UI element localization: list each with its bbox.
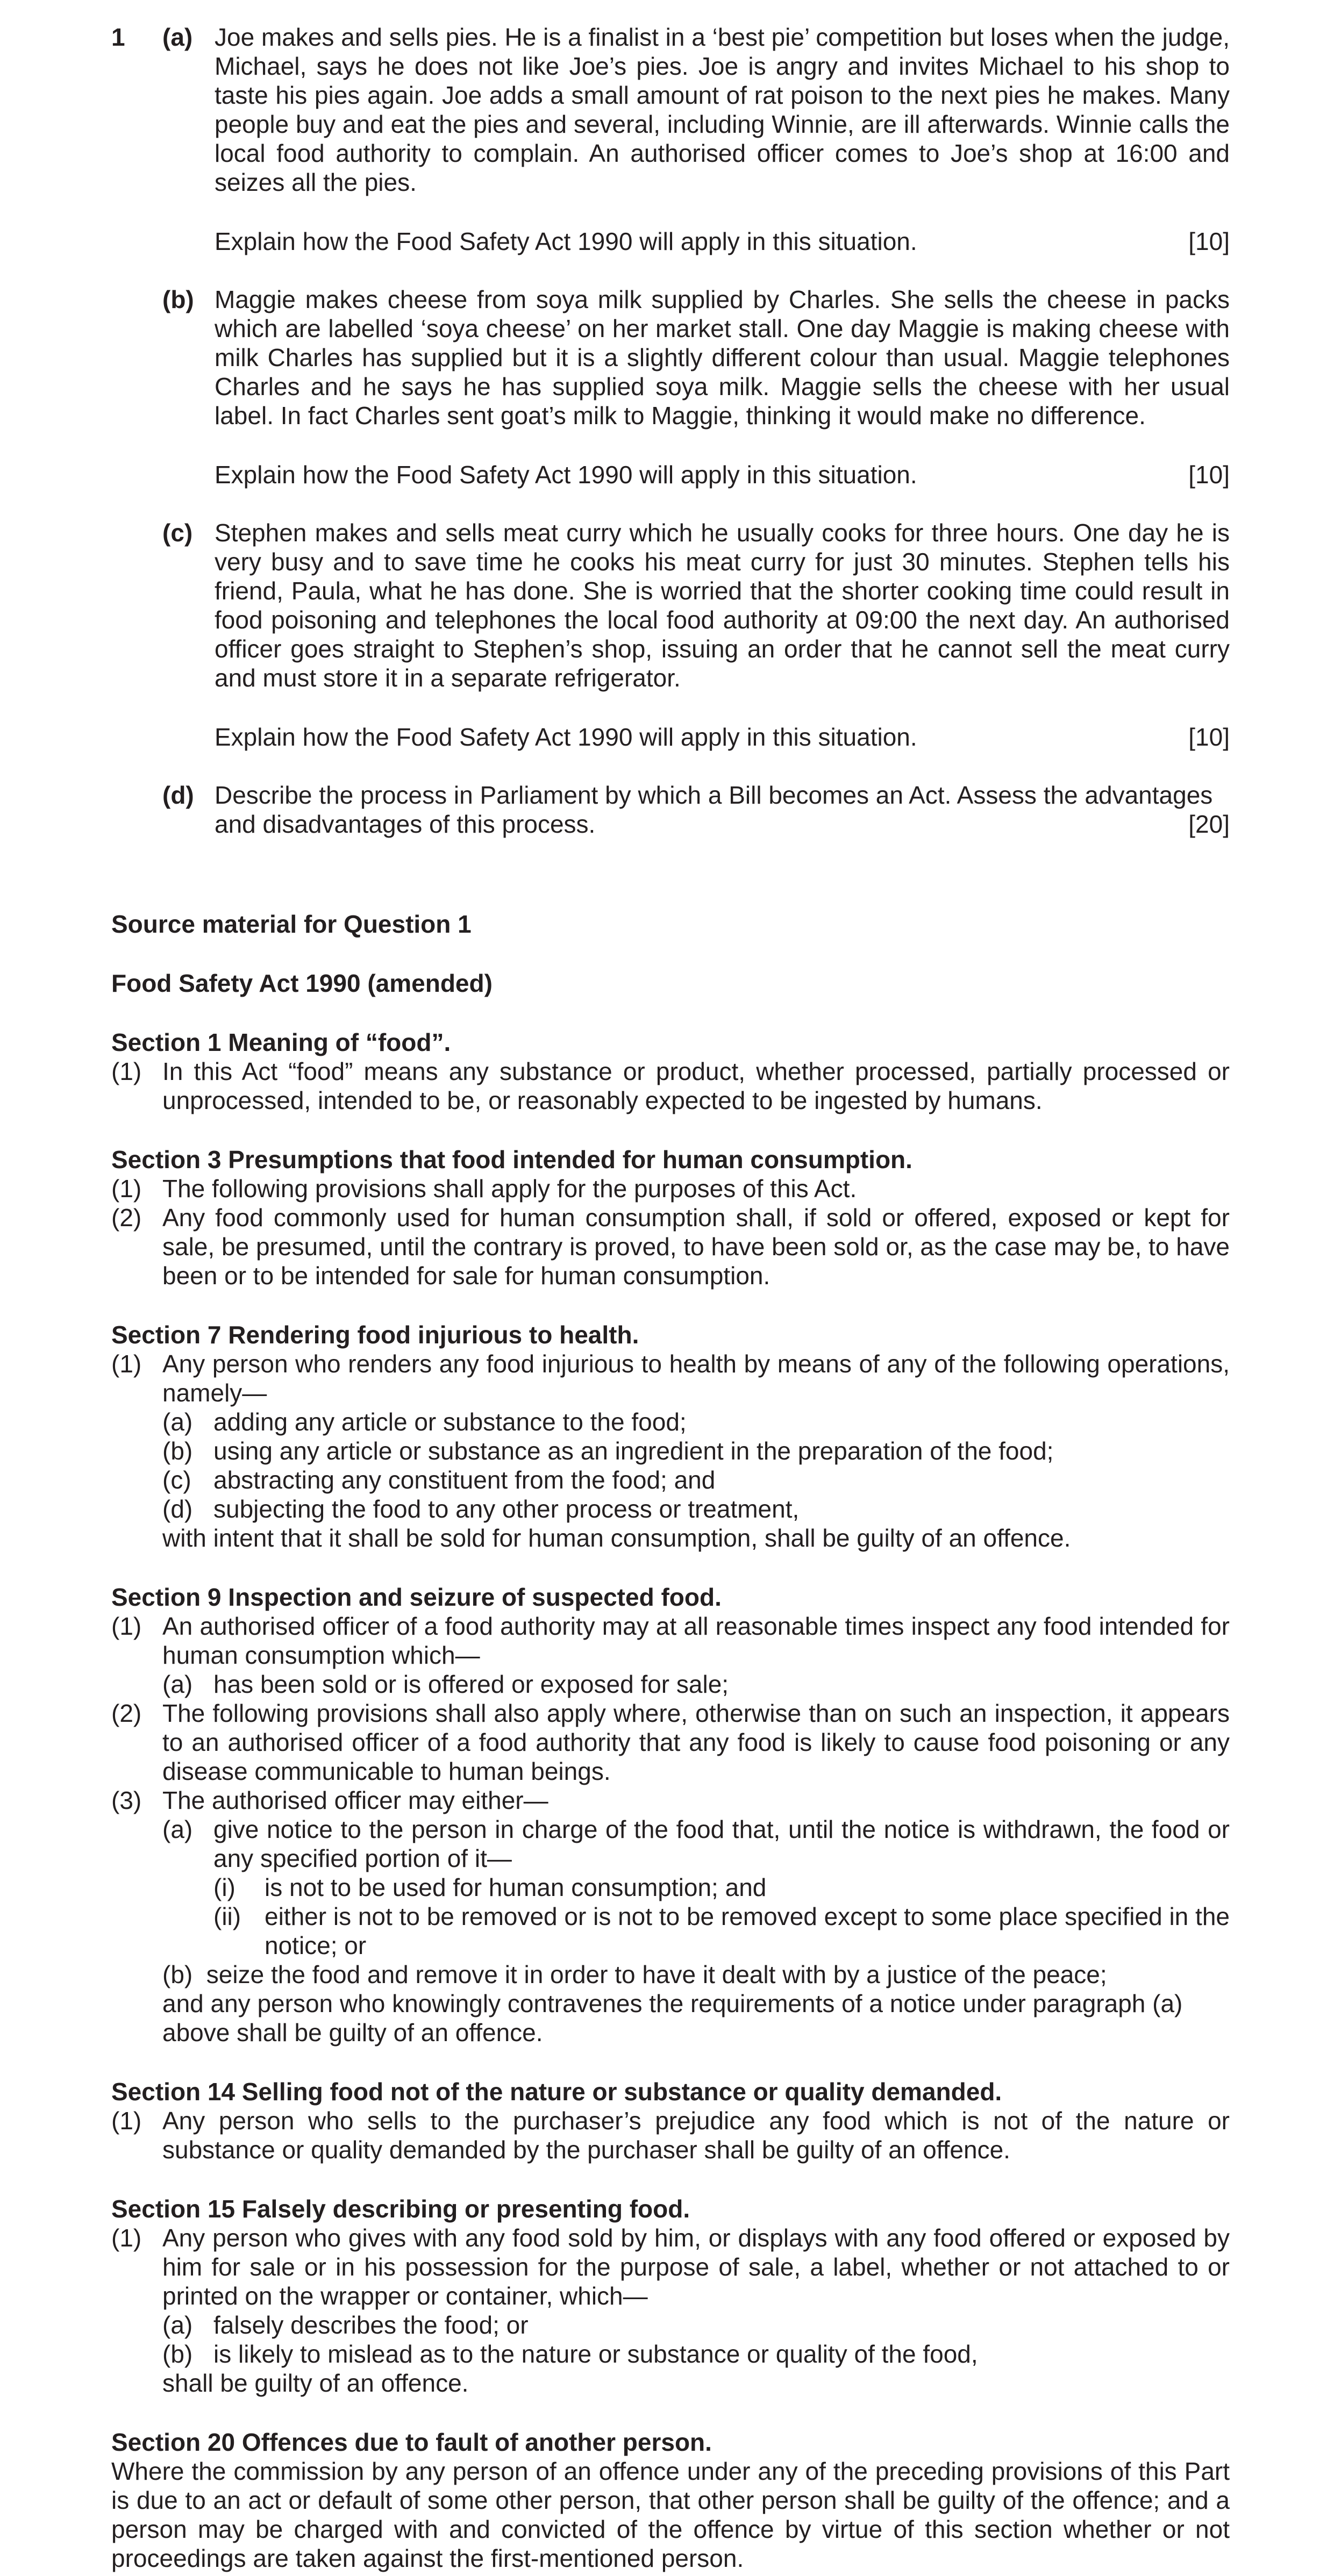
scenario-text: Stephen makes and sells meat curry which he usually cooks for three hours. One day he is very busy and to save time he cooks his meat curry for just 30 minutes. Stephen tells his friend, Paula, what he has done. She is worried that the shorter cooking time could result in food poisoning and telephones the local food authority at 09:00 the next day. An authorised officer goes straight to Stephen’s shop, issuing an order that he cannot sell the meat curry and must store it in a separate refrigerator.	[215, 519, 1230, 692]
sub-provision: (c) abstracting any constituent from the food; and	[162, 1466, 716, 1494]
task-line	[215, 227, 1230, 256]
sub-provision: (a) falsely describes the food; or	[162, 2311, 529, 2339]
sub-provision: (a) has been sold or is offered or exposed for sale;	[162, 1670, 729, 1698]
part-d-text: Describe the process in Parliament by which a Bill becomes an Act. Assess the advantages and disadvantages of this process. [20]	[215, 781, 1230, 838]
provision: (1) The following provisions shall apply for the purposes of this Act.	[111, 1175, 857, 1203]
provision: (3) The authorised officer may either—	[111, 1786, 548, 1814]
question-part-d	[111, 781, 1230, 839]
provision-tail: with intent that it shall be sold for human consumption, shall be guilty of an offence.	[162, 1524, 1071, 1552]
provision: (1) Any person who renders any food injurious to health by means of any of the following operations, namely—	[111, 1350, 1230, 1407]
task-text: Explain how the Food Safety Act 1990 will apply in this situation.	[215, 227, 917, 255]
section-20-heading: Section 20 Offences due to fault of another person.	[111, 2428, 712, 2456]
section-15-heading: Section 15 Falsely describing or presenting food.	[111, 2195, 690, 2223]
section-20-text: Where the commission by any person of an offence under any of the preceding provisions of this Part is due to an act or default of some other person, that other person shall be guilty of the offence; and a person may be charged with and convicted of the offence by virtue of this section whether or not proceedings are taken against the first-mentioned person.	[111, 2457, 1230, 2572]
part-label: (a)	[162, 23, 193, 51]
section-14-heading: Section 14 Selling food not of the nature or substance or quality demanded.	[111, 2078, 1002, 2106]
question-number: 1	[111, 23, 125, 51]
sub-provision: (d) subjecting the food to any other process or treatment,	[162, 1495, 800, 1523]
provision: (1) In this Act “food” means any substance or product, whether processed, partially processed or unprocessed, intended to be, or reasonably expected to be ingested by humans.	[111, 1057, 1230, 1114]
sub-provision: (b) is likely to mislead as to the nature or substance or quality of the food,	[162, 2340, 978, 2368]
part-label: (b)	[162, 285, 194, 313]
provision: (2) Any food commonly used for human consumption shall, if sold or offered, exposed or kept for sale, be presumed, until the contrary is proved, to have been sold or, as the case may be, to have been or to be intended for sale for human consumption.	[111, 1204, 1230, 1290]
part-label: (d)	[162, 781, 194, 809]
section-9-heading: Section 9 Inspection and seizure of suspected food.	[111, 1583, 722, 1611]
marks: [10]	[1188, 227, 1230, 255]
sub-provision: (b) using any article or substance as an ingredient in the preparation of the food;	[162, 1437, 1054, 1465]
source-title: Source material for Question 1	[111, 910, 472, 938]
sub-provision: (a) adding any article or substance to the food;	[162, 1408, 687, 1436]
marks: [10]	[1188, 461, 1230, 489]
task-line	[215, 722, 1230, 752]
marks: [10]	[1188, 723, 1230, 751]
provision: (1) An authorised officer of a food authority may at all reasonable times inspect any food intended for human consumption which—	[111, 1612, 1230, 1669]
question-part-a	[111, 23, 1230, 197]
sub-sub-provision: (ii) either is not to be removed or is not to be removed except to some place specified in the notice; or	[213, 1902, 1230, 1959]
question-part-b	[111, 285, 1230, 430]
page-content	[111, 23, 1230, 2573]
section-1-heading: Section 1 Meaning of “food”.	[111, 1028, 451, 1056]
provision: (1) Any person who gives with any food sold by him, or displays with any food offered or exposed by him for sale or in his possession for the purpose of sale, a label, whether or not attached to or printed on the wrapper or container, which—	[111, 2224, 1230, 2310]
scenario-text: Joe makes and sells pies. He is a finalist in a ‘best pie’ competition but loses when the judge, Michael, says he does not like Joe’s pies. Joe is angry and invites Michael to his shop to taste his pies again. Joe adds a small amount of rat poison to the next pies he makes. Many people buy and eat the pies and several, including Winnie, are ill afterwards. Winnie calls the local food authority to complain. An authorised officer comes to Joe’s shop at 16:00 and seizes all the pies.	[215, 23, 1230, 196]
act-title: Food Safety Act 1990 (amended)	[111, 969, 493, 997]
provision-tail: shall be guilty of an offence.	[162, 2369, 469, 2397]
task-text: Explain how the Food Safety Act 1990 will apply in this situation.	[215, 723, 917, 751]
provision: (1) Any person who sells to the purchaser’s prejudice any food which is not of the nature or substance or quality demanded by the purchaser shall be guilty of an offence.	[111, 2107, 1230, 2164]
sub-provision: (a) give notice to the person in charge of the food that, until the notice is withdrawn, the food or any specified portion of it—	[162, 1815, 1230, 1872]
question-part-c	[111, 518, 1230, 692]
part-label: (c)	[162, 519, 193, 547]
sub-provision-b: (b) seize the food and remove it in order to have it dealt with by a justice of the peace;	[162, 1960, 1107, 1988]
provision: (2) The following provisions shall also apply where, otherwise than on such an inspection, it appears to an authorised officer of a food authority that any food is likely to cause food poisoning or any disease communicable to human beings.	[111, 1699, 1230, 1785]
provision-tail: and any person who knowingly contravenes the requirements of a notice under paragraph (a) above shall be guilty of an offence.	[162, 1990, 1183, 2047]
scenario-text: Maggie makes cheese from soya milk supplied by Charles. She sells the cheese in packs which are labelled ‘soya cheese’ on her market stall. One day Maggie is making cheese with milk Charles has supplied but it is a slightly different colour than usual. Maggie telephones Charles and he says he has supplied soya milk. Maggie sells the cheese with her usual label. In fact Charles sent goat’s milk to Maggie, thinking it would make no difference.	[215, 285, 1230, 430]
section-7-heading: Section 7 Rendering food injurious to health.	[111, 1321, 639, 1349]
sub-sub-provision: (i) is not to be used for human consumption; and	[213, 1873, 767, 1901]
section-3-heading: Section 3 Presumptions that food intended for human consumption.	[111, 1146, 912, 1173]
task-line	[215, 460, 1230, 489]
task-text: Explain how the Food Safety Act 1990 will apply in this situation.	[215, 461, 917, 489]
marks: [20]	[1188, 810, 1230, 838]
